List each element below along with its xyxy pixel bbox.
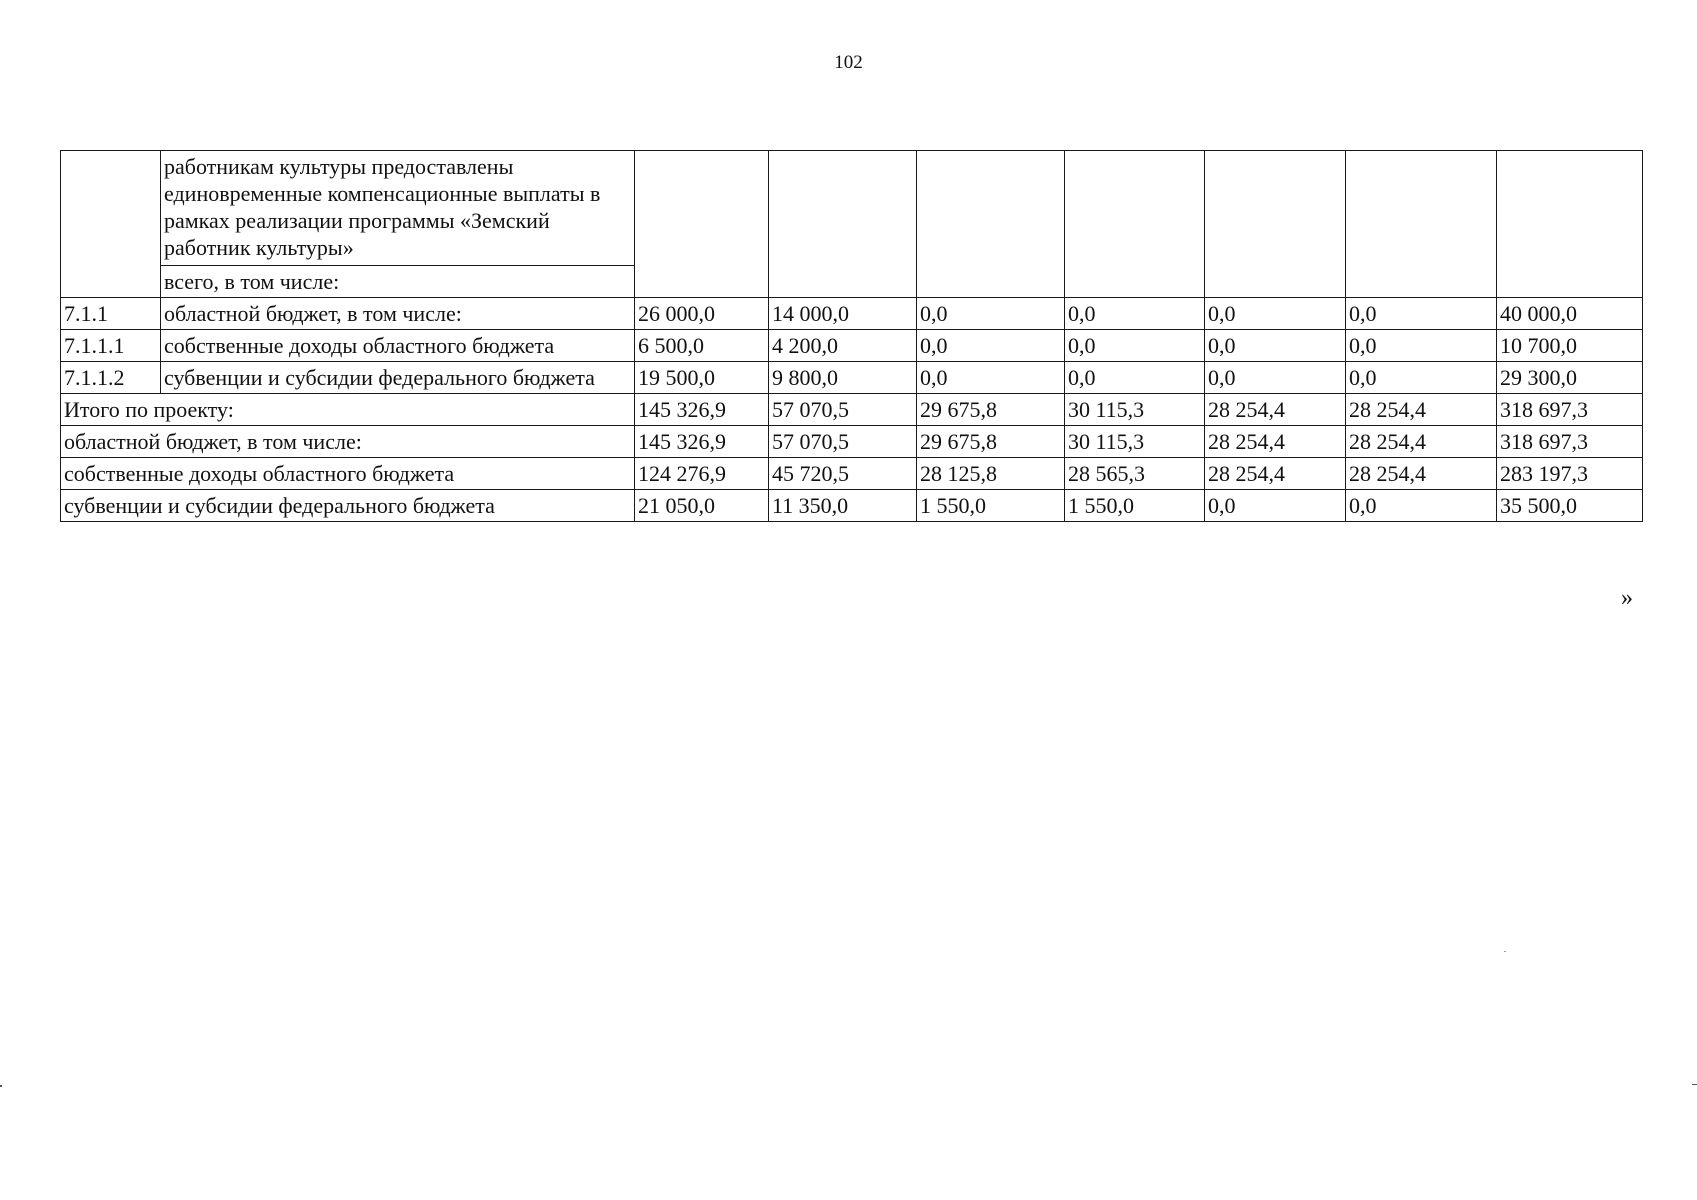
row-label: субвенции и субсидии федерального бюджета <box>161 362 635 394</box>
value-cell: 1 550,0 <box>917 490 1065 522</box>
value-cell: 0,0 <box>1346 490 1497 522</box>
value-cell: 9 800,0 <box>769 362 917 394</box>
value-cell <box>917 151 1065 298</box>
value-cell: 0,0 <box>917 362 1065 394</box>
value-cell: 30 115,3 <box>1065 394 1205 426</box>
value-cell: 124 276,9 <box>635 458 769 490</box>
value-cell: 29 675,8 <box>917 394 1065 426</box>
value-cell <box>635 151 769 298</box>
table-row <box>61 362 1643 394</box>
value-cell: 45 720,5 <box>769 458 917 490</box>
value-cell: 145 326,9 <box>635 426 769 458</box>
total-label: всего, в том числе: <box>161 266 635 298</box>
row-code: 7.1.1.1 <box>61 330 161 362</box>
page-number: 102 <box>834 52 863 73</box>
value-cell: 28 254,4 <box>1346 426 1497 458</box>
value-cell <box>1346 151 1497 298</box>
value-cell: 0,0 <box>917 330 1065 362</box>
value-cell: 318 697,3 <box>1497 394 1643 426</box>
value-cell: 28 254,4 <box>1205 458 1346 490</box>
value-cell: 0,0 <box>1346 298 1497 330</box>
value-cell <box>1205 151 1346 298</box>
row-label: областной бюджет, в том числе: <box>161 298 635 330</box>
value-cell: 28 254,4 <box>1346 458 1497 490</box>
measure-description: работникам культуры предоставлены единовременные компенсационные выплаты в рамках реализации программы «Земский работник культуры» <box>161 151 635 266</box>
value-cell: 26 000,0 <box>635 298 769 330</box>
value-cell: 318 697,3 <box>1497 426 1643 458</box>
value-cell: 28 565,3 <box>1065 458 1205 490</box>
total-row-label: областной бюджет, в том числе: <box>61 426 635 458</box>
value-cell: 35 500,0 <box>1497 490 1643 522</box>
value-cell: 0,0 <box>1205 330 1346 362</box>
value-cell: 11 350,0 <box>769 490 917 522</box>
value-cell: 29 675,8 <box>917 426 1065 458</box>
value-cell: 0,0 <box>1065 298 1205 330</box>
value-cell <box>1497 151 1643 298</box>
value-cell: 57 070,5 <box>769 394 917 426</box>
budget-table <box>60 150 1643 522</box>
value-cell <box>769 151 917 298</box>
total-row <box>61 458 1643 490</box>
value-cell: 0,0 <box>1065 330 1205 362</box>
total-row <box>61 426 1643 458</box>
scan-mark <box>0 1085 2 1087</box>
value-cell: 28 254,4 <box>1205 426 1346 458</box>
row-label: собственные доходы областного бюджета <box>161 330 635 362</box>
value-cell: 28 254,4 <box>1346 394 1497 426</box>
table-header-row <box>61 151 1643 266</box>
value-cell: 28 254,4 <box>1205 394 1346 426</box>
value-cell: 145 326,9 <box>635 394 769 426</box>
scan-mark <box>1504 951 1506 952</box>
value-cell: 57 070,5 <box>769 426 917 458</box>
value-cell: 6 500,0 <box>635 330 769 362</box>
scan-mark <box>1692 1084 1697 1085</box>
value-cell: 28 125,8 <box>917 458 1065 490</box>
value-cell: 0,0 <box>1346 330 1497 362</box>
total-row-label: собственные доходы областного бюджета <box>61 458 635 490</box>
row-code-cell <box>61 151 161 298</box>
value-cell: 0,0 <box>1205 362 1346 394</box>
total-row-label: Итого по проекту: <box>61 394 635 426</box>
total-row <box>61 394 1643 426</box>
value-cell: 283 197,3 <box>1497 458 1643 490</box>
value-cell: 0,0 <box>1346 362 1497 394</box>
value-cell: 14 000,0 <box>769 298 917 330</box>
value-cell: 1 550,0 <box>1065 490 1205 522</box>
table-row <box>61 330 1643 362</box>
value-cell: 19 500,0 <box>635 362 769 394</box>
value-cell <box>1065 151 1205 298</box>
table-row <box>61 298 1643 330</box>
value-cell: 21 050,0 <box>635 490 769 522</box>
total-row <box>61 490 1643 522</box>
value-cell: 10 700,0 <box>1497 330 1643 362</box>
value-cell: 0,0 <box>917 298 1065 330</box>
value-cell: 0,0 <box>1065 362 1205 394</box>
value-cell: 0,0 <box>1205 298 1346 330</box>
total-row-label: субвенции и субсидии федерального бюджета <box>61 490 635 522</box>
row-code: 7.1.1.2 <box>61 362 161 394</box>
closing-quote: » <box>1621 585 1633 611</box>
row-code: 7.1.1 <box>61 298 161 330</box>
value-cell: 4 200,0 <box>769 330 917 362</box>
value-cell: 29 300,0 <box>1497 362 1643 394</box>
value-cell: 40 000,0 <box>1497 298 1643 330</box>
value-cell: 0,0 <box>1205 490 1346 522</box>
value-cell: 30 115,3 <box>1065 426 1205 458</box>
